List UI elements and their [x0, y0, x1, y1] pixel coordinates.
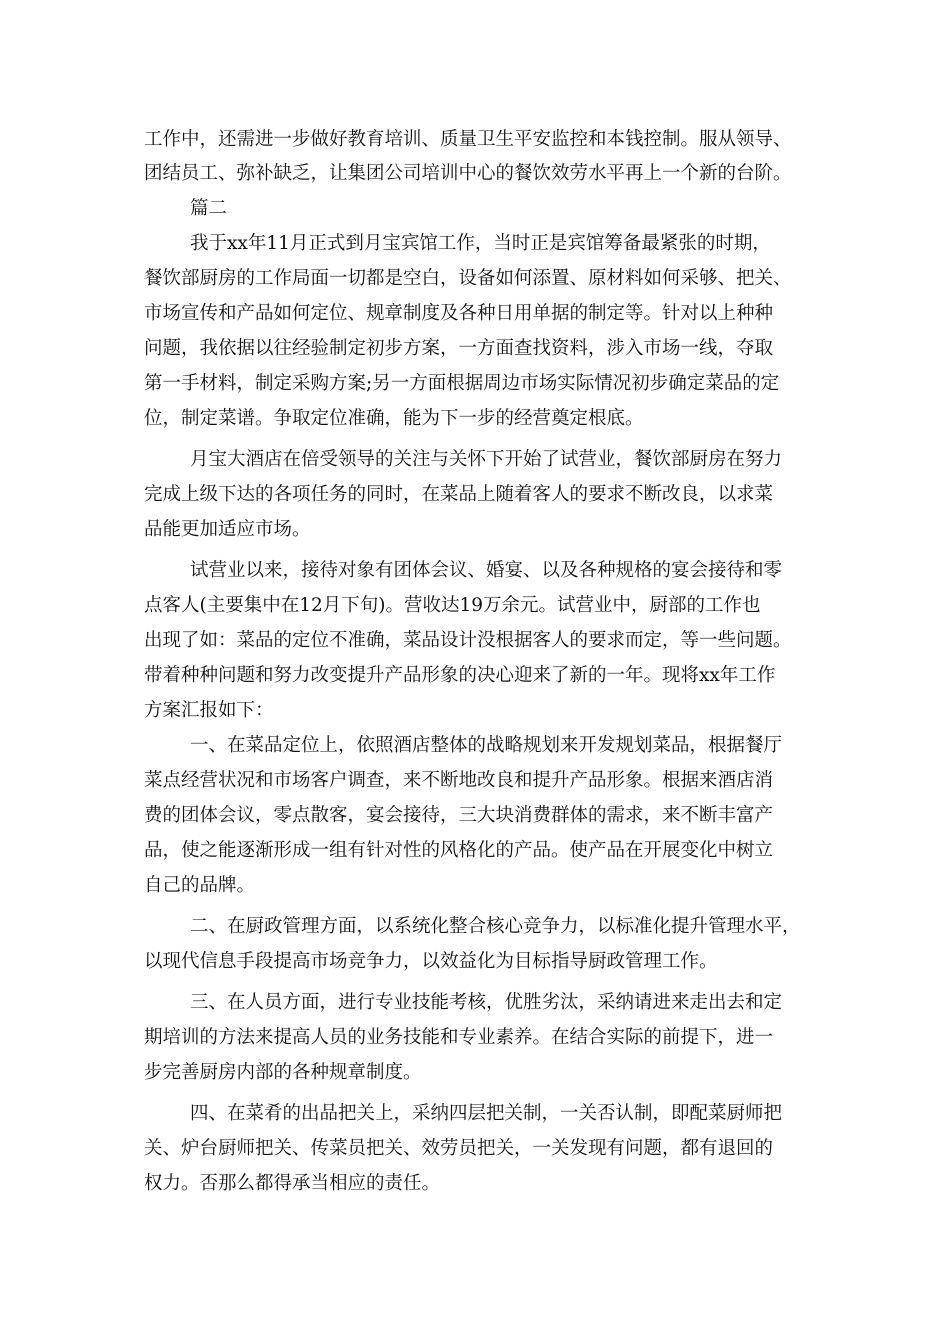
text-line: 点客人(主要集中在12月下旬)。营收达19万余元。试营业中，厨部的工作也: [144, 595, 761, 616]
text-line: 关、炉台厨师把关、传菜员把关、效劳员把关，一关发现有问题，都有退回的: [144, 1138, 774, 1159]
text-line: 第一手材料，制定采购方案;另一方面根据周边市场实际情况初步确定菜品的定: [144, 373, 780, 394]
text-line: 一、在菜品定位上，依照酒店整体的战略规划来开发规划菜品，根据餐厅: [190, 735, 783, 756]
text-line: 步完善厨房内部的各种规章制度。: [144, 1062, 422, 1083]
text-line: 餐饮部厨房的工作局面一切都是空白，设备如何添置、原材料如何采够、把关、: [144, 268, 792, 289]
text-line: 自己的品牌。: [144, 875, 256, 896]
text-line: 出现了如：菜品的定位不准确，菜品设计没根据客人的要求而定，等一些问题。: [144, 630, 792, 651]
text-line: 费的团体会议，零点散客，宴会接待，三大块消费群体的需求，来不断丰富产: [144, 805, 774, 826]
text-line: 品能更加适应市场。: [144, 519, 311, 540]
text-line: 品，使之能逐渐形成一组有针对性的风格化的产品。使产品在开展变化中树立: [144, 840, 774, 861]
text-line: 完成上级下达的各项任务的同时，在菜品上随着客人的要求不断改良，以求菜: [144, 484, 774, 505]
text-line: 方案汇报如下：: [144, 700, 274, 721]
text-line: 权力。否那么都得承当相应的责任。: [144, 1173, 441, 1194]
text-line: 位，制定菜谱。争取定位准确，能为下一步的经营奠定根底。: [144, 408, 644, 429]
text-line: 工作中，还需进一步做好教育培训、质量卫生平安监控和本钱控制。服从领导、: [144, 129, 792, 150]
text-line: 四、在菜肴的出品把关上，采纳四层把关制，一关否认制，即配菜厨师把: [190, 1103, 783, 1124]
text-line: 市场宣传和产品如何定位、规章制度及各种日用单据的制定等。针对以上种种: [144, 303, 774, 324]
section-heading: 篇二: [190, 198, 228, 219]
text-line: 三、在人员方面，进行专业技能考核，优胜劣汰，采纳请进来走出去和定: [190, 992, 783, 1013]
text-line: 试营业以来，接待对象有团体会议、婚宴、以及各种规格的宴会接待和零: [190, 560, 783, 581]
text-line: 月宝大酒店在倍受领导的关注与关怀下开始了试营业，餐饮部厨房在努力: [190, 449, 783, 470]
text-line: 带着种种问题和努力改变提升产品形象的决心迎来了新的一年。现将xx年工作: [144, 665, 776, 686]
text-line: 团结员工、弥补缺乏，让集团公司培训中心的餐饮效劳水平再上一个新的台阶。: [144, 163, 792, 184]
text-line: 二、在厨政管理方面，以系统化整合核心竞争力，以标准化提升管理水平，: [190, 916, 801, 937]
text-line: 问题，我依据以往经验制定初步方案，一方面查找资料，涉入市场一线，夺取: [144, 338, 774, 359]
text-line: 我于xx年11月正式到月宝宾馆工作，当时正是宾馆筹备最紧张的时期，: [190, 233, 771, 254]
text-line: 期培训的方法来提高人员的业务技能和专业素养。在结合实际的前提下，进一: [144, 1027, 774, 1048]
text-line: 菜点经营状况和市场客户调查，来不断地改良和提升产品形象。根据来酒店消: [144, 770, 774, 791]
text-line: 以现代信息手段提高市场竞争力，以效益化为目标指导厨政管理工作。: [144, 951, 718, 972]
